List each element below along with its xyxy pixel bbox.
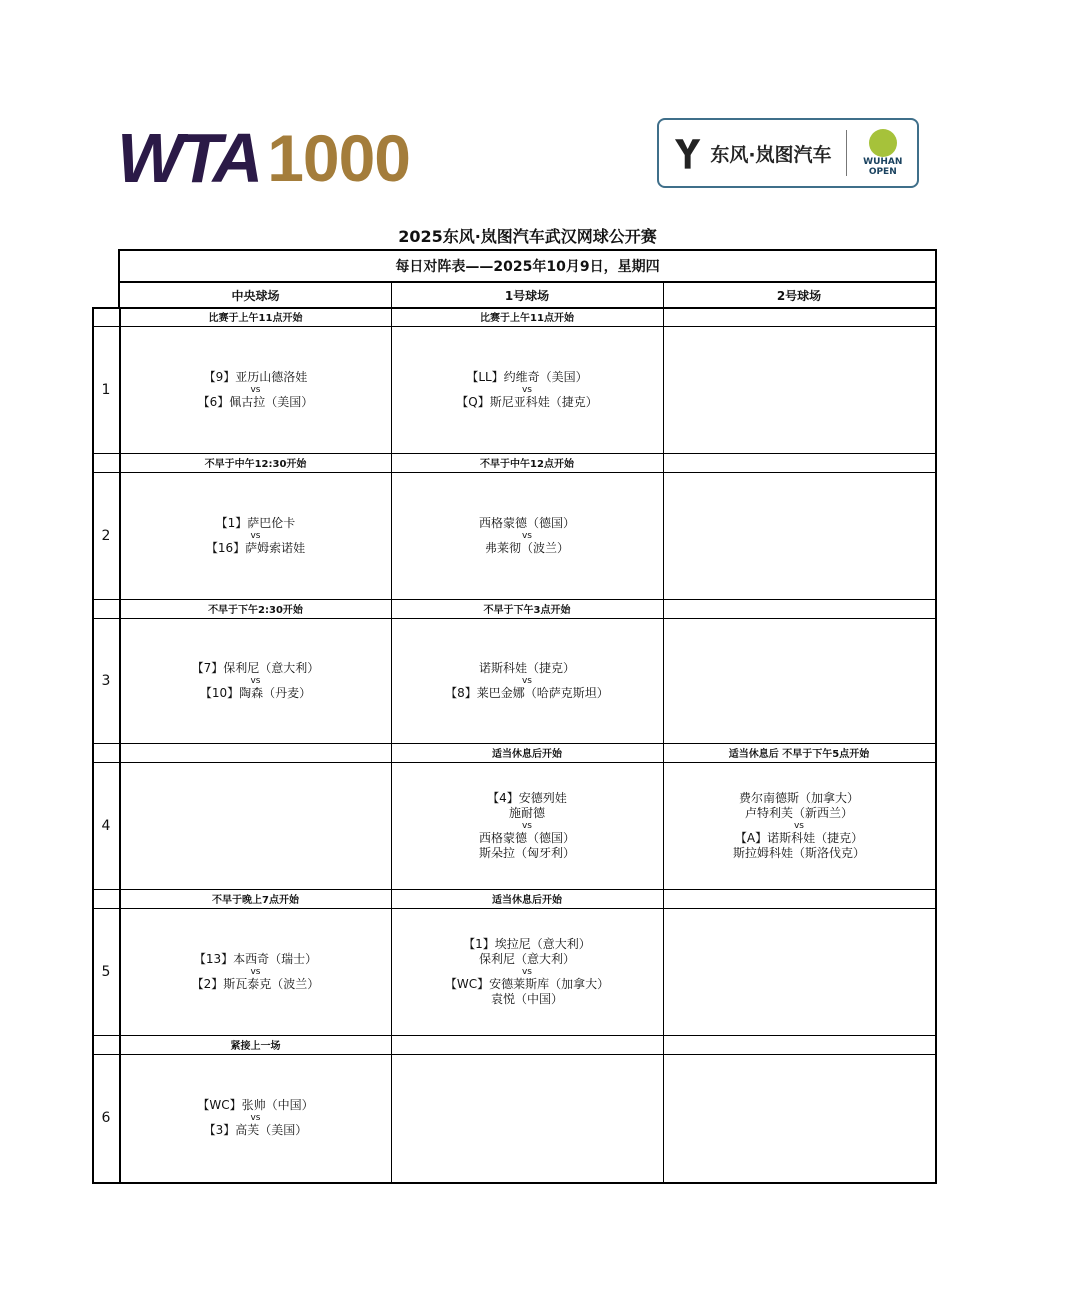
start-time-label: [663, 889, 935, 908]
match-order-number: 5: [101, 963, 111, 980]
player-name: 弗莱彻（波兰）: [484, 540, 569, 555]
start-time-label: 适当休息后开始: [492, 749, 562, 760]
start-time-label: [391, 1035, 663, 1054]
match-cell: [663, 762, 935, 889]
start-time-label: 适当休息后开始: [492, 895, 562, 906]
player-name: 【2】斯瓦泰克（波兰）: [191, 976, 320, 991]
start-time-label: 不早于中午12:30开始: [204, 459, 307, 470]
court-header: 中央球场: [231, 288, 280, 303]
match-cell: [120, 326, 391, 453]
wta-1000-logo: [117, 119, 411, 197]
sponsor-divider: [846, 130, 847, 176]
start-time-label: 不早于中午12点开始: [480, 459, 574, 470]
match-cell: [663, 908, 935, 1035]
start-time-label: [663, 1035, 935, 1054]
match-cell: [391, 1054, 663, 1182]
court-header: 2号球场: [776, 288, 822, 303]
versus-label: vs: [521, 966, 532, 977]
start-time-label: [120, 743, 391, 762]
start-time-label: [663, 307, 935, 326]
match-cell: [391, 618, 663, 743]
schedule-subtitle: 每日对阵表——2025年10月9日，星期四: [395, 259, 660, 275]
start-time-label: 不早于下午3点开始: [483, 605, 571, 616]
match-order-number: 3: [101, 672, 111, 689]
player-name: 西格蒙德（德国）: [478, 830, 575, 845]
versus-label: vs: [250, 384, 261, 395]
player-name: 卢特利芙（新西兰）: [744, 805, 853, 820]
match-cell: [663, 618, 935, 743]
versus-label: vs: [521, 820, 532, 831]
player-name: 【A】诺斯科娃（捷克）: [734, 830, 864, 845]
player-name: 【13】本西奇（瑞士）: [193, 951, 318, 966]
match-order-number: 2: [101, 527, 111, 544]
player-name: 【WC】张帅（中国）: [197, 1098, 314, 1112]
match-cell: [663, 1054, 935, 1182]
match-cell: [391, 908, 663, 1035]
start-time-label: 比赛于上午11点开始: [208, 313, 303, 324]
player-name: 袁悦（中国）: [490, 991, 563, 1006]
player-name: 【8】莱巴金娜（哈萨克斯坦）: [445, 685, 609, 700]
versus-label: vs: [521, 675, 532, 686]
sponsor-logo: [657, 118, 919, 188]
match-order-number: 6: [101, 1110, 111, 1126]
start-time-label: 不早于下午2:30开始: [208, 605, 303, 616]
start-time-label: 不早于晚上7点开始: [212, 895, 299, 906]
player-name: 斯朵拉（匈牙利）: [478, 845, 575, 860]
match-cell: [120, 1054, 391, 1182]
wuhan-open-logo: [849, 129, 917, 177]
wuhan-open-line2: OPEN: [868, 167, 897, 177]
match-cell: [120, 472, 391, 599]
court-header: 1号球场: [504, 288, 550, 303]
start-time-label: 比赛于上午11点开始: [480, 313, 574, 324]
match-cell: [391, 762, 663, 889]
player-name: 施耐德: [508, 805, 545, 820]
player-name: 【WC】安德莱斯库（加拿大）: [444, 976, 610, 991]
match-cell: [391, 326, 663, 453]
player-name: 【16】萨姆索诺娃: [205, 540, 306, 555]
versus-label: vs: [793, 820, 804, 831]
player-name: 【6】佩古拉（美国）: [197, 394, 314, 409]
versus-label: vs: [250, 966, 261, 977]
player-name: 【LL】约维奇（美国）: [466, 369, 588, 384]
start-time-label: [663, 599, 935, 618]
wta-logo-text: WTA: [117, 119, 260, 197]
versus-label: vs: [250, 675, 261, 686]
match-cell: [663, 472, 935, 599]
wuhan-open-line1: WUHAN: [863, 157, 903, 167]
tennis-ball-icon: [869, 129, 897, 157]
player-name: 【9】亚历山德洛娃: [203, 369, 308, 384]
page-title: 2025东风·岚图汽车武汉网球公开赛: [398, 227, 657, 246]
versus-label: vs: [521, 530, 532, 541]
versus-label: vs: [250, 530, 261, 541]
match-cell: [391, 472, 663, 599]
match-cell: [663, 326, 935, 453]
player-name: 【1】埃拉尼（意大利）: [463, 936, 591, 951]
start-time-label: 适当休息后 不早于下午5点开始: [728, 749, 870, 760]
match-cell: [120, 908, 391, 1035]
start-time-label: 紧接上一场: [230, 1041, 281, 1052]
player-name: 【Q】斯尼亚科娃（捷克）: [456, 394, 598, 409]
player-name: 诺斯科娃（捷克）: [478, 660, 575, 675]
player-name: 【4】安德列娃: [487, 790, 567, 805]
player-name: 保利尼（意大利）: [478, 951, 575, 966]
versus-label: vs: [250, 1113, 261, 1123]
match-order-number: 1: [101, 381, 111, 398]
match-cell: [120, 618, 391, 743]
player-name: 西格蒙德（德国）: [478, 515, 575, 530]
player-name: 【10】陶森（丹麦）: [199, 685, 312, 700]
wta-logo-number: 1000: [267, 121, 411, 195]
match-cell: [120, 762, 391, 889]
player-name: 【3】高芙（美国）: [203, 1123, 308, 1137]
sponsor-name: 东风·岚图汽车: [710, 143, 832, 166]
match-order-number: 4: [101, 817, 111, 834]
voyah-mark-icon: [673, 135, 702, 171]
player-name: 【7】保利尼（意大利）: [191, 660, 320, 675]
start-time-label: [663, 453, 935, 472]
player-name: 斯拉姆科娃（斯洛伐克）: [732, 845, 865, 860]
player-name: 费尔南德斯（加拿大）: [738, 790, 859, 805]
player-name: 【1】萨巴伦卡: [215, 515, 296, 530]
versus-label: vs: [521, 384, 532, 395]
